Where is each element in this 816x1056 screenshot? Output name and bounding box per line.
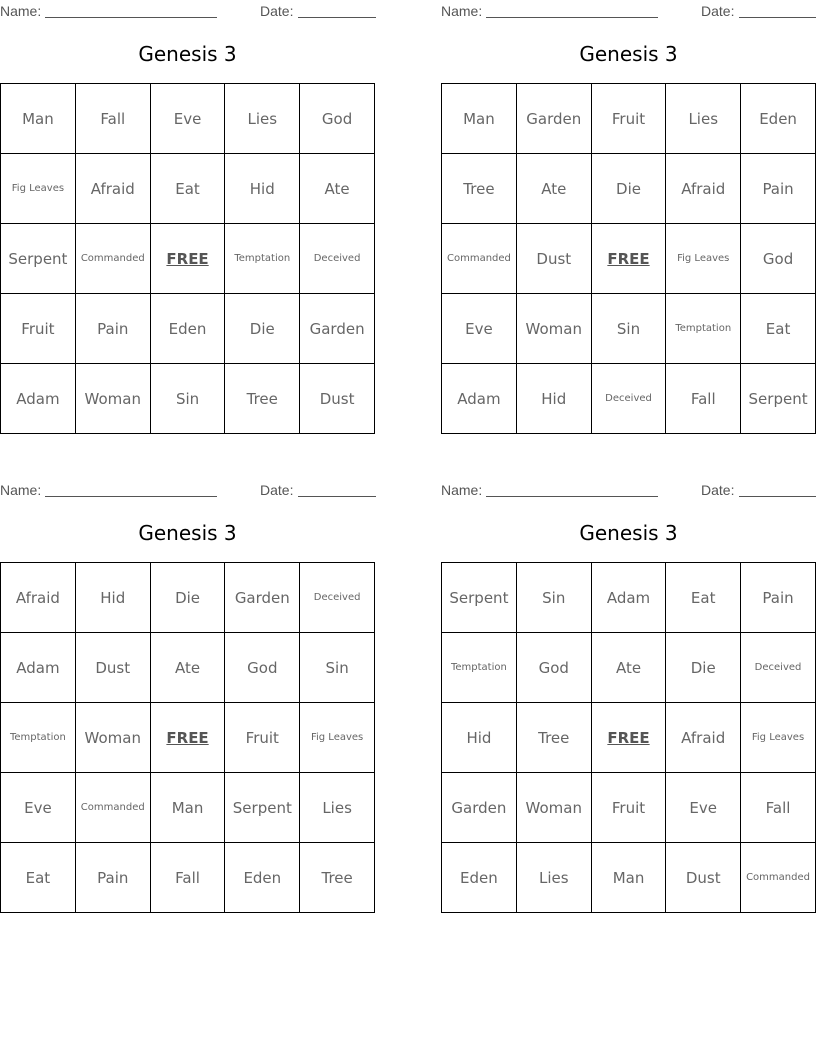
grid-row — [1, 703, 375, 773]
grid-cell: Fig Leaves — [300, 703, 375, 773]
grid-cell: Ate — [591, 633, 666, 703]
grid-cell: Adam — [1, 633, 76, 703]
grid-cell: Deceived — [591, 364, 666, 434]
grid-cell: Fig Leaves — [666, 224, 741, 294]
free-space-cell: FREE — [591, 703, 666, 773]
grid-cell: Woman — [516, 773, 591, 843]
name-blank-line — [486, 496, 658, 497]
name-blank-line — [45, 17, 217, 18]
grid-cell: Die — [150, 563, 225, 633]
grid-cell: Woman — [75, 703, 150, 773]
bingo-grid — [0, 83, 375, 434]
grid-row — [442, 224, 816, 294]
grid-cell: Die — [666, 633, 741, 703]
grid-cell: Afraid — [75, 154, 150, 224]
grid-cell: Garden — [516, 84, 591, 154]
grid-row — [1, 224, 375, 294]
grid-cell: Commanded — [741, 843, 816, 913]
grid-cell: God — [225, 633, 300, 703]
grid-cell: God — [741, 224, 816, 294]
grid-cell: Fall — [741, 773, 816, 843]
grid-cell: Die — [591, 154, 666, 224]
name-label: Name: — [441, 3, 483, 19]
grid-cell: Tree — [442, 154, 517, 224]
grid-cell: Ate — [300, 154, 375, 224]
date-label: Date: — [701, 482, 735, 498]
grid-cell: Adam — [1, 364, 76, 434]
card-header — [0, 482, 375, 500]
grid-cell: Serpent — [1, 224, 76, 294]
grid-cell: Commanded — [75, 773, 150, 843]
grid-cell: Eve — [1, 773, 76, 843]
grid-cell: Serpent — [442, 563, 517, 633]
grid-cell: Fall — [150, 843, 225, 913]
name-label: Name: — [441, 482, 483, 498]
grid-cell: Hid — [442, 703, 517, 773]
grid-cell: Eden — [741, 84, 816, 154]
grid-row — [1, 563, 375, 633]
name-blank-line — [45, 496, 217, 497]
grid-cell: Fig Leaves — [741, 703, 816, 773]
grid-cell: Commanded — [442, 224, 517, 294]
grid-cell: Die — [225, 294, 300, 364]
bingo-grid — [0, 562, 375, 913]
grid-row — [1, 84, 375, 154]
date-blank-line — [739, 496, 816, 497]
grid-cell: Sin — [150, 364, 225, 434]
grid-cell: Man — [442, 84, 517, 154]
grid-cell: Sin — [300, 633, 375, 703]
name-label: Name: — [0, 3, 42, 19]
grid-cell: Serpent — [741, 364, 816, 434]
grid-cell: Eden — [225, 843, 300, 913]
grid-cell: Afraid — [666, 703, 741, 773]
name-blank-line — [486, 17, 658, 18]
grid-cell: Temptation — [225, 224, 300, 294]
grid-cell: Afraid — [666, 154, 741, 224]
grid-cell: Garden — [225, 563, 300, 633]
grid-cell: Man — [1, 84, 76, 154]
grid-row — [442, 773, 816, 843]
grid-cell: Woman — [516, 294, 591, 364]
grid-cell: Eden — [442, 843, 517, 913]
grid-cell: Dust — [516, 224, 591, 294]
grid-row — [1, 773, 375, 843]
card-title: Genesis 3 — [138, 42, 237, 66]
card-title: Genesis 3 — [579, 521, 678, 545]
grid-cell: Eat — [1, 843, 76, 913]
grid-row — [442, 633, 816, 703]
card-header — [0, 3, 375, 21]
grid-row — [442, 154, 816, 224]
grid-cell: God — [516, 633, 591, 703]
grid-cell: Dust — [300, 364, 375, 434]
card-header — [441, 3, 816, 21]
grid-row — [1, 633, 375, 703]
grid-cell: Eve — [150, 84, 225, 154]
grid-cell: Dust — [666, 843, 741, 913]
grid-cell: God — [300, 84, 375, 154]
grid-cell: Eat — [150, 154, 225, 224]
grid-cell: Ate — [150, 633, 225, 703]
grid-cell: Eat — [741, 294, 816, 364]
grid-cell: Sin — [516, 563, 591, 633]
grid-row — [442, 563, 816, 633]
grid-cell: Garden — [300, 294, 375, 364]
grid-cell: Afraid — [1, 563, 76, 633]
free-space-cell: FREE — [150, 703, 225, 773]
date-label: Date: — [701, 3, 735, 19]
grid-cell: Fruit — [591, 773, 666, 843]
grid-cell: Serpent — [225, 773, 300, 843]
card-title: Genesis 3 — [138, 521, 237, 545]
grid-row — [1, 294, 375, 364]
grid-cell: Lies — [300, 773, 375, 843]
grid-cell: Tree — [516, 703, 591, 773]
free-space-cell: FREE — [591, 224, 666, 294]
grid-cell: Man — [150, 773, 225, 843]
grid-cell: Lies — [666, 84, 741, 154]
grid-cell: Pain — [741, 154, 816, 224]
grid-cell: Adam — [591, 563, 666, 633]
date-blank-line — [739, 17, 816, 18]
grid-cell: Temptation — [666, 294, 741, 364]
grid-row — [1, 154, 375, 224]
grid-cell: Fall — [666, 364, 741, 434]
grid-row — [442, 843, 816, 913]
bingo-grid — [441, 562, 816, 913]
grid-row — [442, 703, 816, 773]
grid-cell: Temptation — [442, 633, 517, 703]
grid-cell: Deceived — [300, 224, 375, 294]
grid-cell: Fruit — [591, 84, 666, 154]
grid-cell: Temptation — [1, 703, 76, 773]
grid-row — [1, 364, 375, 434]
grid-cell: Tree — [225, 364, 300, 434]
grid-cell: Ate — [516, 154, 591, 224]
grid-cell: Fruit — [1, 294, 76, 364]
grid-cell: Hid — [75, 563, 150, 633]
grid-cell: Fig Leaves — [1, 154, 76, 224]
name-label: Name: — [0, 482, 42, 498]
grid-row — [442, 294, 816, 364]
grid-cell: Hid — [516, 364, 591, 434]
grid-row — [442, 364, 816, 434]
grid-cell: Lies — [516, 843, 591, 913]
grid-cell: Commanded — [75, 224, 150, 294]
card-title: Genesis 3 — [579, 42, 678, 66]
grid-cell: Pain — [75, 843, 150, 913]
grid-cell: Deceived — [741, 633, 816, 703]
grid-cell: Eve — [442, 294, 517, 364]
date-blank-line — [298, 17, 376, 18]
grid-cell: Man — [591, 843, 666, 913]
grid-cell: Garden — [442, 773, 517, 843]
date-label: Date: — [260, 3, 294, 19]
grid-cell: Sin — [591, 294, 666, 364]
grid-cell: Eve — [666, 773, 741, 843]
grid-cell: Eden — [150, 294, 225, 364]
grid-row — [442, 84, 816, 154]
grid-cell: Fruit — [225, 703, 300, 773]
grid-cell: Deceived — [300, 563, 375, 633]
grid-cell: Pain — [75, 294, 150, 364]
card-header — [441, 482, 816, 500]
grid-cell: Lies — [225, 84, 300, 154]
grid-cell: Woman — [75, 364, 150, 434]
grid-cell: Tree — [300, 843, 375, 913]
bingo-grid — [441, 83, 816, 434]
grid-cell: Eat — [666, 563, 741, 633]
grid-cell: Hid — [225, 154, 300, 224]
date-blank-line — [298, 496, 376, 497]
date-label: Date: — [260, 482, 294, 498]
grid-cell: Dust — [75, 633, 150, 703]
grid-cell: Fall — [75, 84, 150, 154]
grid-row — [1, 843, 375, 913]
grid-cell: Adam — [442, 364, 517, 434]
grid-cell: Pain — [741, 563, 816, 633]
free-space-cell: FREE — [150, 224, 225, 294]
